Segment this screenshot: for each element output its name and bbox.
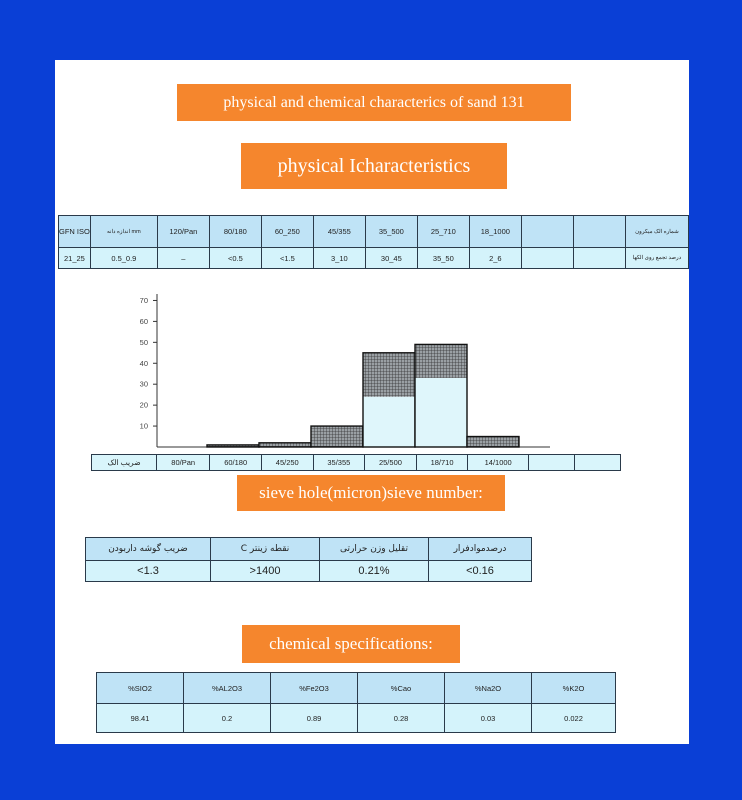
sieve-header-cell: [573, 216, 625, 248]
sieve-header-cell: 35_500: [365, 216, 417, 248]
sieve-header-cell: 25_710: [417, 216, 469, 248]
y-tick-label: 40: [139, 358, 148, 368]
sieve-header-cell: GFN ISO: [59, 216, 91, 248]
sieve-header-cell: اندازه دانه mm: [90, 216, 157, 248]
chemical-heading: chemical specifications:: [242, 625, 460, 663]
histogram-category-row: [91, 454, 621, 471]
sieve-header-cell: 45/355: [313, 216, 365, 248]
chemical-value-cell: 0.03: [445, 704, 532, 733]
sieve-header-cell: 80/180: [209, 216, 261, 248]
x-tick-label: 35/355: [313, 455, 365, 471]
bar-hatched-segment: [415, 344, 467, 377]
property-value-cell: <1.3: [86, 561, 211, 582]
y-tick-label: 60: [139, 316, 148, 326]
spec-sheet: [55, 60, 689, 744]
axis-empty-cell: [575, 455, 621, 471]
axis-row-label: ضریب الک: [92, 455, 157, 471]
y-tick-label: 10: [139, 421, 148, 431]
property-value-cell: >1400: [211, 561, 320, 582]
sieve-header-cell: 18_1000: [469, 216, 521, 248]
axis-empty-cell: [529, 455, 575, 471]
y-tick-label: 50: [139, 337, 148, 347]
chemical-table: [96, 672, 616, 733]
sieve-table-value-row: [59, 248, 689, 269]
bar-hatched-segment: [363, 353, 415, 397]
x-tick-label: 18/710: [416, 455, 468, 471]
properties-table: [85, 537, 532, 582]
property-header-cell: C نقطه زینتر: [211, 538, 320, 561]
chemical-header-cell: %Cao: [358, 673, 445, 704]
sieve-value-cell: <0.5: [209, 248, 261, 269]
sieve-heading: sieve hole(micron)sieve number:: [237, 475, 505, 511]
sieve-value-cell: 30_45: [365, 248, 417, 269]
chemical-header-cell: %K2O: [532, 673, 616, 704]
sieve-value-cell: 3_10: [313, 248, 365, 269]
sieve-value-cell: درصد تجمع روی الکها: [625, 248, 688, 269]
x-tick-label: 80/Pan: [157, 455, 210, 471]
document-title: physical and chemical characterics of sand 131: [177, 84, 571, 121]
properties-value-row: [86, 561, 532, 582]
y-tick-label: 30: [139, 379, 148, 389]
property-header-cell: ضریب گوشه داربودن: [86, 538, 211, 561]
sieve-table-header-row: [59, 216, 689, 248]
sieve-value-cell: 35_50: [417, 248, 469, 269]
property-header-cell: تقلیل وزن حرارتی: [320, 538, 429, 561]
chemical-header-cell: %SIO2: [97, 673, 184, 704]
sieve-table: [58, 215, 689, 269]
sieve-value-cell: [573, 248, 625, 269]
chemical-header-cell: %Na2O: [445, 673, 532, 704]
chemical-value-cell: 0.89: [271, 704, 358, 733]
property-value-cell: <0.16: [429, 561, 532, 582]
sieve-histogram: [125, 290, 555, 452]
y-tick-label: 20: [139, 400, 148, 410]
chemical-value-row: [97, 704, 616, 733]
properties-header-row: [86, 538, 532, 561]
chemical-value-cell: 98.41: [97, 704, 184, 733]
sieve-header-cell: 120/Pan: [157, 216, 209, 248]
chemical-value-cell: 0.022: [532, 704, 616, 733]
y-tick-label: 70: [139, 295, 148, 305]
x-tick-label: 14/1000: [468, 455, 529, 471]
sieve-value-cell: –: [157, 248, 209, 269]
bar-base-segment: [363, 397, 415, 447]
sieve-value-cell: [521, 248, 573, 269]
x-tick-label: 60/180: [210, 455, 262, 471]
bar-hatched-segment: [311, 426, 363, 447]
property-value-cell: 0.21%: [320, 561, 429, 582]
physical-heading: physical Icharacteristics: [241, 143, 507, 189]
sieve-header-cell: [521, 216, 573, 248]
sieve-header-cell: 60_250: [261, 216, 313, 248]
bar-base-segment: [415, 378, 467, 447]
property-header-cell: درصدموادفرار: [429, 538, 532, 561]
chemical-value-cell: 0.28: [358, 704, 445, 733]
chemical-header-cell: %Fe2O3: [271, 673, 358, 704]
sieve-value-cell: 0.5_0.9: [90, 248, 157, 269]
bar-hatched-segment: [467, 437, 519, 447]
chemical-value-cell: 0.2: [184, 704, 271, 733]
sieve-value-cell: <1.5: [261, 248, 313, 269]
chemical-header-row: [97, 673, 616, 704]
sieve-value-cell: 21_25: [59, 248, 91, 269]
sieve-header-cell: شماره الک میکرون: [625, 216, 688, 248]
chemical-header-cell: %AL2O3: [184, 673, 271, 704]
sieve-value-cell: 2_6: [469, 248, 521, 269]
x-tick-label: 45/250: [261, 455, 313, 471]
x-tick-label: 25/500: [365, 455, 417, 471]
